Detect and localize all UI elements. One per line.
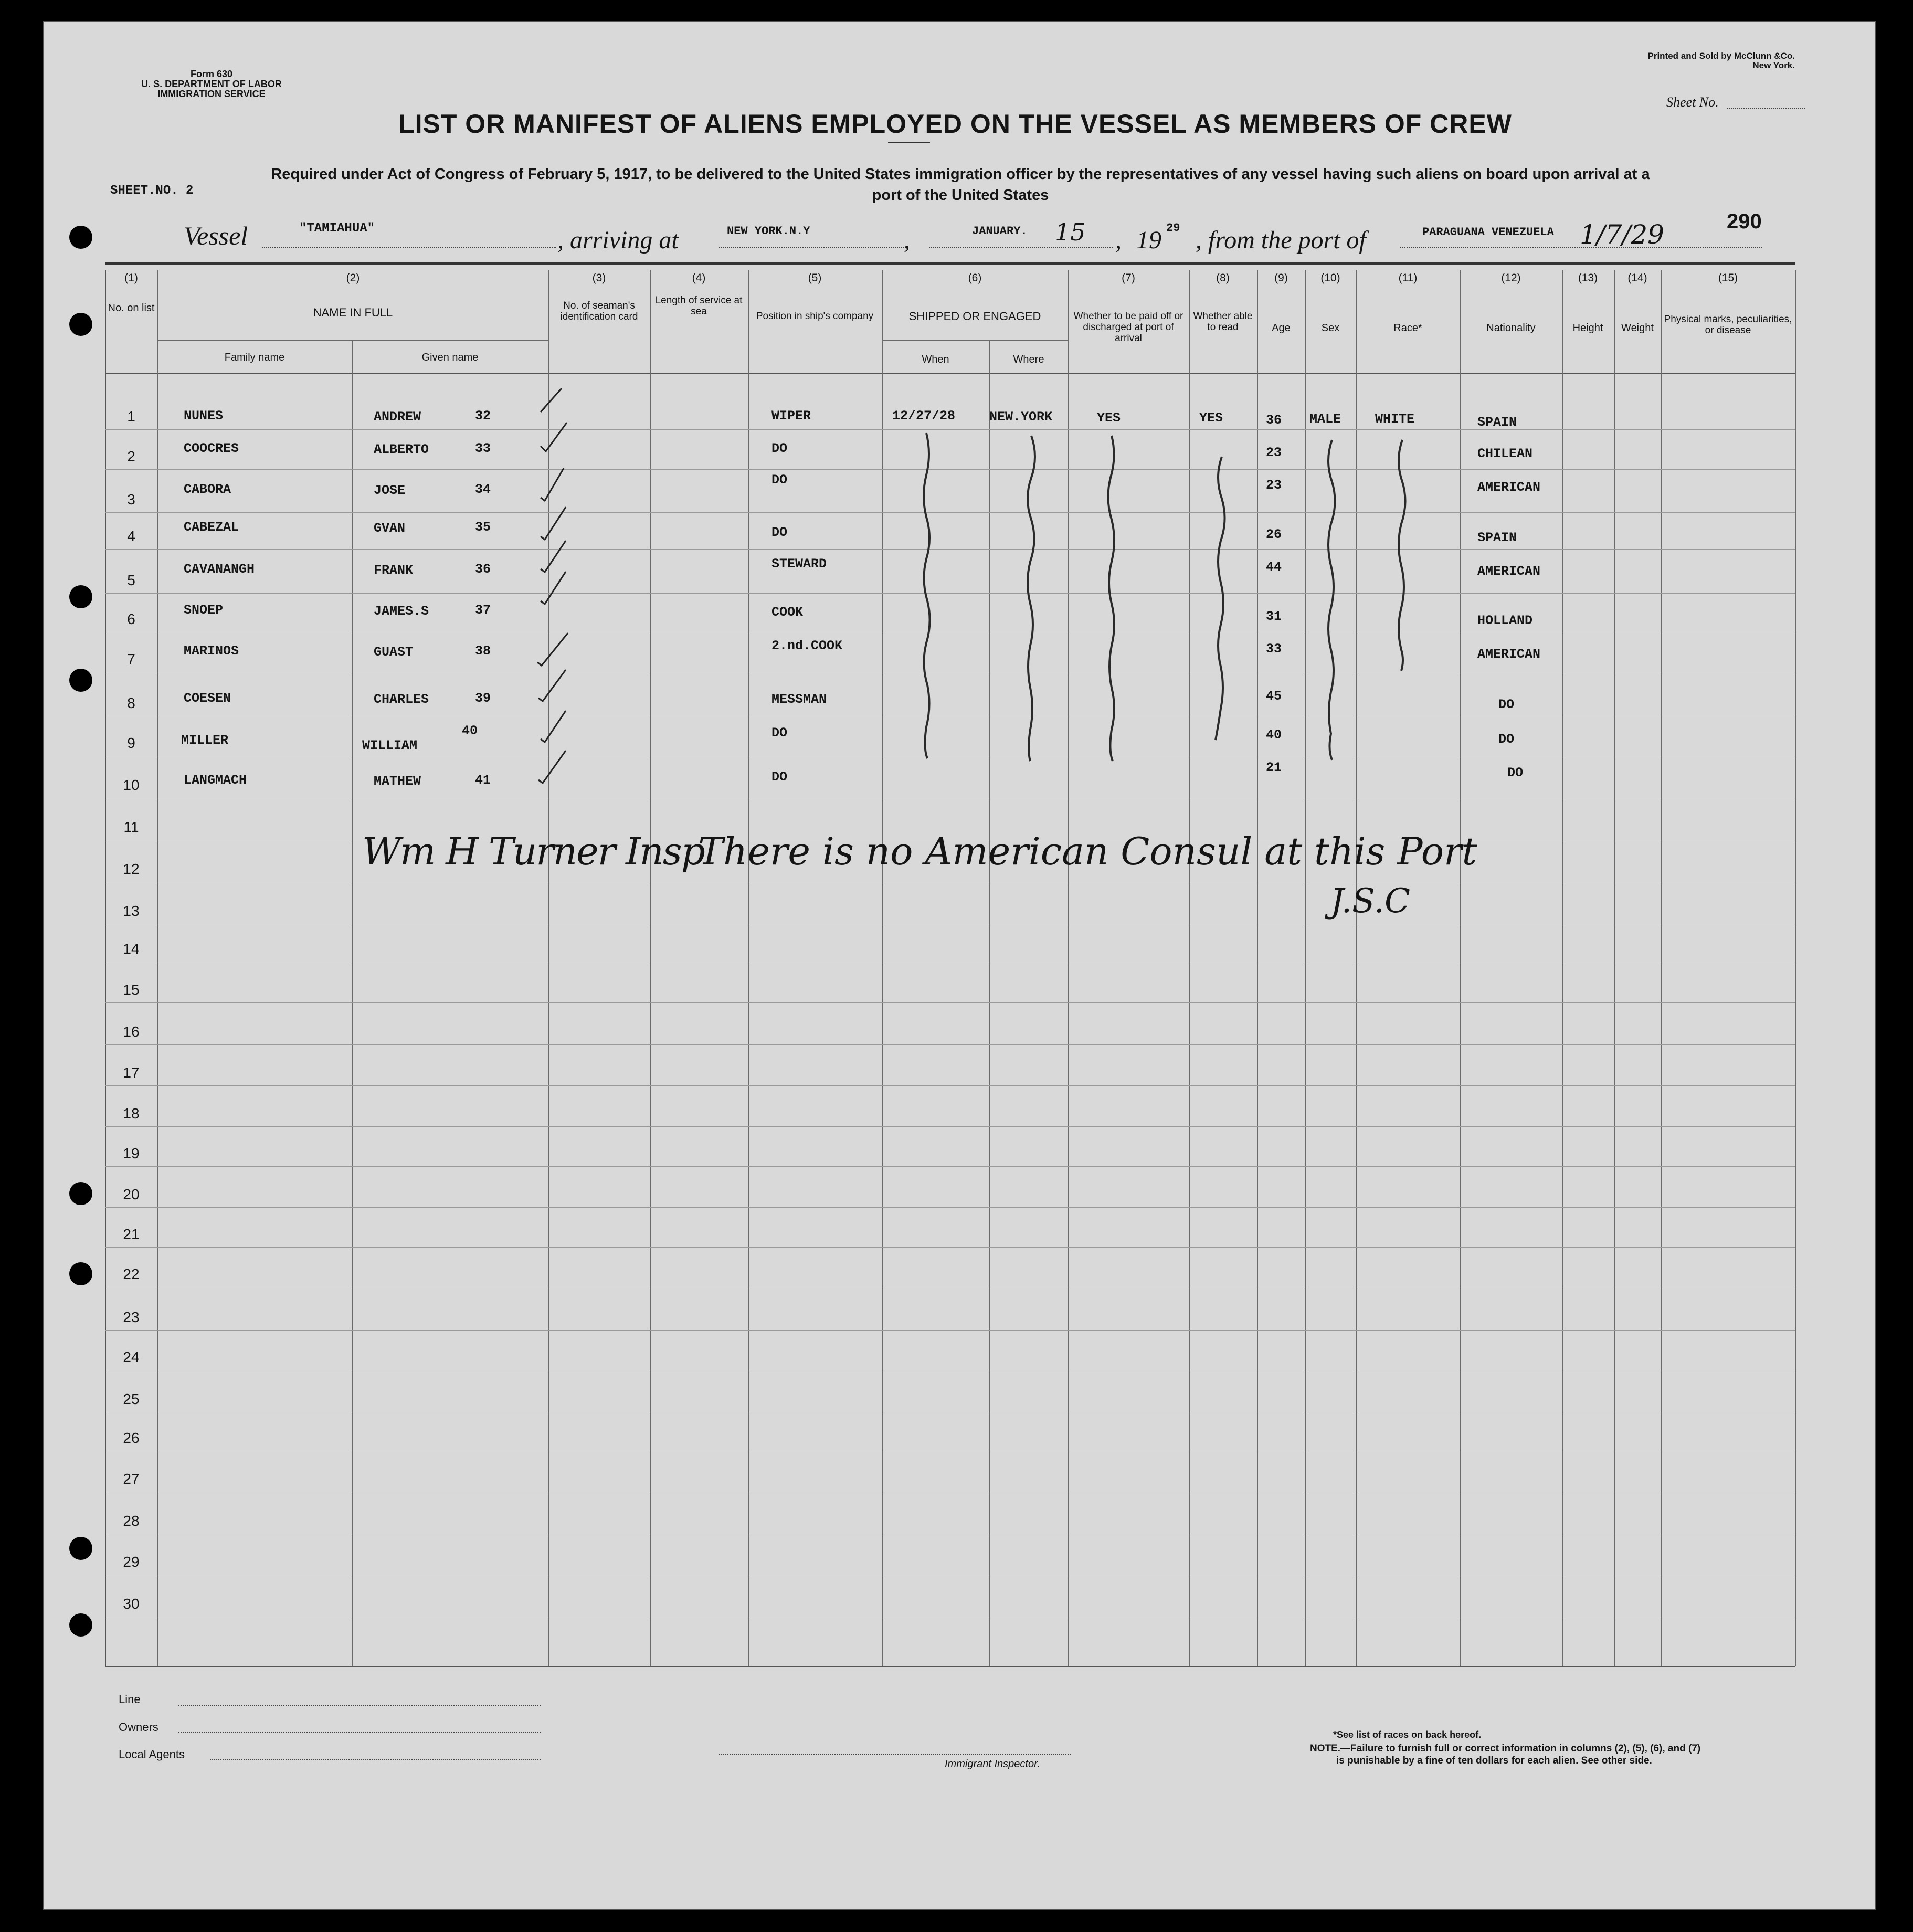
age-cell: 23 <box>1266 445 1282 460</box>
arrival-day: 15 <box>1055 218 1086 246</box>
col-race-header: Race* <box>1393 322 1422 334</box>
age-cell: 21 <box>1266 760 1282 775</box>
given-name-cell: ALBERTO <box>374 442 429 457</box>
col-age-header: Age <box>1272 322 1291 334</box>
row-number: 4 <box>127 528 135 544</box>
column-number: (9) <box>1274 272 1288 284</box>
row-number: 30 <box>123 1596 140 1612</box>
column-number: (7) <box>1122 272 1135 284</box>
position-cell: DO <box>771 472 788 488</box>
col-paid-off-header: Whether to be paid off or discharged at port of arrival <box>1073 311 1183 344</box>
column-number: (8) <box>1216 272 1230 284</box>
nationality-cell: SPAIN <box>1477 530 1517 545</box>
id-card-cell: 41 <box>475 773 491 788</box>
column-number: (3) <box>592 272 606 284</box>
local-agents-field <box>210 1759 541 1760</box>
ditto-mark <box>1216 457 1225 740</box>
sheet-number-stamp: SHEET.NO. 2 <box>110 184 194 198</box>
nationality-cell: AMERICAN <box>1477 564 1541 579</box>
nationality-cell: DO <box>1507 765 1524 780</box>
position-cell: DO <box>771 441 788 456</box>
arrival-month: JANUARY. <box>972 225 1028 238</box>
given-name-cell: WILLIAM <box>362 738 418 753</box>
handwritten-consul-note: There is no American Consul at this Port <box>698 829 1477 873</box>
id-card-cell: 39 <box>475 691 491 706</box>
family-name-cell: SNOEP <box>184 603 224 618</box>
col-position-header: Position in ship's company <box>756 311 874 322</box>
col-when-header: When <box>922 354 949 365</box>
given-name-cell: MATHEW <box>374 774 421 789</box>
check-mark <box>541 541 566 572</box>
shipped-where-cell: NEW.YORK <box>989 409 1053 425</box>
nationality-cell: CHILEAN <box>1477 446 1533 461</box>
position-cell: MESSMAN <box>771 692 827 707</box>
row-number: 22 <box>123 1266 140 1282</box>
inspector-signature-line <box>719 1754 1071 1755</box>
row-number: 25 <box>123 1391 140 1407</box>
column-number: (1) <box>124 272 138 284</box>
column-number: (2) <box>346 272 360 284</box>
family-name-cell: MILLER <box>181 733 229 748</box>
arrival-port: NEW YORK.N.Y <box>727 225 810 238</box>
ditto-mark <box>1328 440 1335 760</box>
inspector-label: Immigrant Inspector. <box>945 1758 1040 1770</box>
nationality-cell: AMERICAN <box>1477 647 1541 662</box>
handwritten-inspector-note: Wm H Turner Insp <box>362 829 704 873</box>
col-service-length-header: Length of service at sea <box>655 295 743 317</box>
arriving-label: , arriving at <box>557 226 679 254</box>
row-number: 28 <box>123 1513 140 1529</box>
ditto-mark <box>1028 436 1035 761</box>
family-name-cell: CABORA <box>184 482 231 497</box>
id-card-cell: 32 <box>475 408 491 424</box>
col-marks-header: Physical marks, peculiarities, or disease <box>1664 314 1792 336</box>
owners-label: Owners <box>119 1720 158 1734</box>
column-number: (12) <box>1501 272 1521 284</box>
races-note: *See list of races on back hereof. <box>1333 1729 1482 1740</box>
row-number: 6 <box>127 611 135 627</box>
id-card-cell: 34 <box>475 482 491 497</box>
row-number: 12 <box>123 861 140 877</box>
row-number: 15 <box>123 981 140 998</box>
position-cell: DO <box>771 769 788 785</box>
handwritten-date: 1/7/29 <box>1580 219 1664 250</box>
age-cell: 44 <box>1266 559 1282 575</box>
form-number: Form 630 <box>190 69 233 79</box>
shipped-when-cell: 12/27/28 <box>892 408 956 424</box>
position-cell: WIPER <box>771 408 811 424</box>
position-cell: DO <box>771 525 788 540</box>
row-number: 17 <box>123 1064 140 1081</box>
family-name-cell: LANGMACH <box>184 773 247 788</box>
nationality-cell: HOLLAND <box>1477 613 1533 628</box>
row-number: 5 <box>127 572 135 588</box>
line-label: Line <box>119 1693 141 1706</box>
page-subtitle: Required under Act of Congress of February 5, 1917, to be delivered to the United States immigration officer by the representatives of any vessel having such aliens on board upon arrival at a port of the United States <box>271 166 1650 204</box>
position-cell: STEWARD <box>771 556 827 572</box>
check-mark <box>537 633 568 666</box>
row-number: 9 <box>127 735 135 751</box>
col-given-name-header: Given name <box>421 352 479 363</box>
vessel-label: Vessel <box>184 221 248 250</box>
col-sex-header: Sex <box>1321 322 1340 334</box>
comma: , <box>1115 226 1122 254</box>
year-suffix: 29 <box>1166 221 1180 235</box>
row-number: 16 <box>123 1023 140 1040</box>
able-to-read-cell: YES <box>1199 410 1223 426</box>
id-card-cell: 38 <box>475 643 491 659</box>
row-number: 11 <box>123 819 139 835</box>
col-family-name-header: Family name <box>224 352 285 363</box>
family-name-cell: NUNES <box>184 408 224 424</box>
given-name-cell: ANDREW <box>374 409 421 425</box>
column-number: (6) <box>968 272 982 284</box>
comma: , <box>904 226 910 254</box>
col-shipped-header: SHIPPED OR ENGAGED <box>908 310 1041 323</box>
row-number: 1 <box>127 408 135 425</box>
race-cell: WHITE <box>1375 411 1415 427</box>
age-cell: 31 <box>1266 609 1282 624</box>
id-card-cell: 35 <box>475 520 491 535</box>
id-card-cell: 33 <box>475 441 491 456</box>
col-weight-header: Weight <box>1621 322 1654 334</box>
from-port-label: , from the port of <box>1196 226 1366 254</box>
column-number: (5) <box>808 272 822 284</box>
id-card-cell: 36 <box>475 562 491 577</box>
id-card-cell: 37 <box>475 603 491 618</box>
ditto-mark <box>1399 440 1405 671</box>
column-number: (10) <box>1320 272 1340 284</box>
row-number: 26 <box>123 1430 140 1446</box>
given-name-cell: GUAST <box>374 645 414 660</box>
page-number: 290 <box>1727 210 1762 233</box>
check-mark <box>541 423 567 451</box>
ditto-mark <box>1108 436 1114 761</box>
given-name-cell: JOSE <box>374 483 406 498</box>
given-name-cell: FRANK <box>374 563 414 578</box>
check-mark <box>541 388 562 412</box>
family-name-cell: CABEZAL <box>184 520 239 535</box>
department: U. S. DEPARTMENT OF LABOR <box>141 79 282 89</box>
column-number: (4) <box>692 272 706 284</box>
column-number: (13) <box>1578 272 1598 284</box>
row-number: 19 <box>123 1145 140 1162</box>
family-name-cell: CAVANANGH <box>184 562 255 577</box>
nationality-cell: DO <box>1498 697 1515 712</box>
year-prefix: 19 <box>1136 226 1161 254</box>
age-cell: 33 <box>1266 641 1282 657</box>
check-mark <box>541 468 564 501</box>
column-number: (11) <box>1398 272 1418 284</box>
printer-note: Printed and Sold by McClunn &Co. New York. <box>1647 51 1795 70</box>
owners-field <box>178 1732 541 1733</box>
age-cell: 36 <box>1266 413 1282 428</box>
service: IMMIGRATION SERVICE <box>157 89 266 99</box>
row-number: 27 <box>123 1471 140 1487</box>
col-where-header: Where <box>1013 354 1044 365</box>
row-number: 29 <box>123 1554 140 1570</box>
age-cell: 26 <box>1266 527 1282 542</box>
row-number: 3 <box>127 491 135 508</box>
sex-cell: MALE <box>1309 411 1341 427</box>
given-name-cell: CHARLES <box>374 692 429 707</box>
column-number: (14) <box>1627 272 1647 284</box>
row-number: 24 <box>123 1349 140 1365</box>
id-card-cell: 40 <box>462 723 478 738</box>
position-cell: COOK <box>771 605 804 620</box>
family-name-cell: MARINOS <box>184 643 239 659</box>
column-number: (15) <box>1718 272 1738 284</box>
handwritten-initials: J.S.C <box>1330 882 1410 921</box>
check-mark <box>541 711 566 742</box>
col-line-number-header: No. on list <box>108 302 155 314</box>
nationality-cell: AMERICAN <box>1477 480 1541 495</box>
given-name-cell: GVAN <box>374 521 406 536</box>
row-number: 21 <box>123 1226 140 1242</box>
row-number: 2 <box>127 448 135 464</box>
vessel-name: "TAMIAHUA" <box>299 221 375 236</box>
check-mark <box>541 507 566 540</box>
position-cell: 2.nd.COOK <box>771 638 843 653</box>
penalty-note: NOTE.—Failure to furnish full or correct information in columns (2), (5), (6), and (7) is punishable by a fine of ten dollars for each alien. See other side. <box>1310 1743 1701 1766</box>
paid-off-cell: YES <box>1097 410 1121 426</box>
local-agents-label: Local Agents <box>119 1748 185 1761</box>
position-cell: DO <box>771 725 788 741</box>
given-name-cell: JAMES.S <box>374 604 429 619</box>
row-number: 14 <box>123 941 140 957</box>
col-read-header: Whether able to read <box>1193 311 1253 333</box>
row-number: 18 <box>123 1105 140 1122</box>
age-cell: 40 <box>1266 727 1282 743</box>
col-height-header: Height <box>1572 322 1603 334</box>
col-id-card-header: No. of seaman's identification card <box>560 300 638 322</box>
nationality-cell: DO <box>1498 732 1515 747</box>
row-number: 8 <box>127 695 135 711</box>
col-name-header: NAME IN FULL <box>313 306 393 319</box>
col-nationality-header: Nationality <box>1486 322 1536 334</box>
ditto-mark <box>924 433 930 758</box>
nationality-cell: SPAIN <box>1477 415 1517 430</box>
row-number: 10 <box>123 777 140 793</box>
sheet-no-label: Sheet No. <box>1666 94 1719 110</box>
check-mark <box>538 670 566 701</box>
row-number: 20 <box>123 1186 140 1202</box>
check-mark <box>541 572 566 604</box>
check-mark <box>538 751 566 783</box>
age-cell: 23 <box>1266 478 1282 493</box>
row-number: 23 <box>123 1309 140 1325</box>
departure-port: PARAGUANA VENEZUELA <box>1422 226 1554 239</box>
page-title: LIST OR MANIFEST OF ALIENS EMPLOYED ON THE VESSEL AS MEMBERS OF CREW <box>398 109 1512 139</box>
row-number: 13 <box>123 903 140 919</box>
family-name-cell: COOCRES <box>184 441 239 456</box>
line-field <box>178 1705 541 1706</box>
family-name-cell: COESEN <box>184 691 231 706</box>
row-number: 7 <box>127 651 135 667</box>
age-cell: 45 <box>1266 689 1282 704</box>
